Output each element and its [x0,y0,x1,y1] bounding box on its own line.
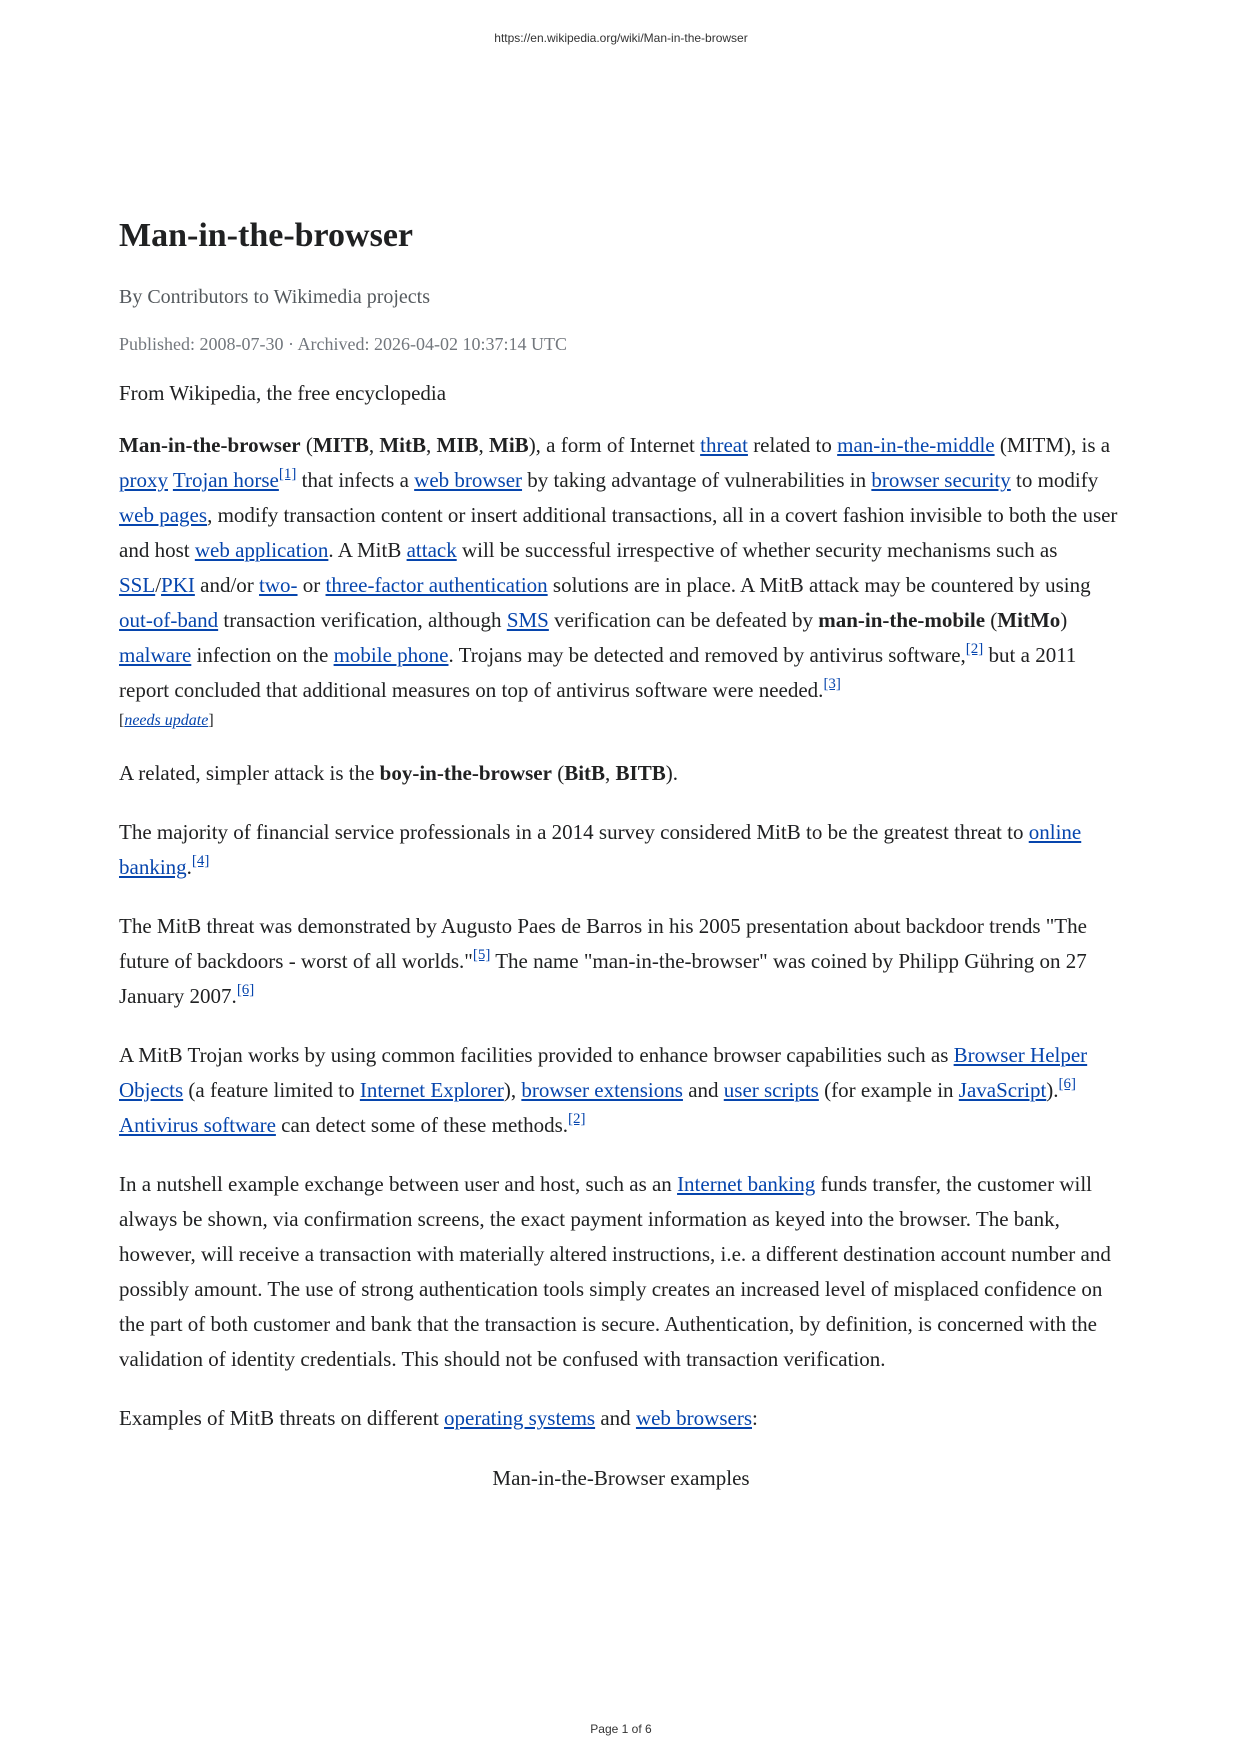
link-man-in-the-middle[interactable]: man-in-the-middle [837,433,995,457]
bold-term: MIB [436,433,479,457]
link-trojan-horse[interactable]: Trojan horse [172,468,279,492]
text: and [682,1078,724,1102]
text: , [478,433,490,457]
link-web-browser[interactable]: web browser [414,468,523,492]
bold-term: BitB [564,761,606,785]
text: Examples of MitB threats on different [119,1406,445,1430]
text: . A MitB [328,538,407,562]
citation-5[interactable]: [5] [472,947,491,963]
bold-term: MitB [379,433,427,457]
link-mobile-phone[interactable]: mobile phone [333,643,449,667]
history-paragraph [119,909,1123,1014]
link-sms[interactable]: SMS [506,608,549,632]
text: (a feature limited to [183,1078,360,1102]
text: ) [1060,608,1068,632]
text: infection on the [191,643,334,667]
text: The name "man-in-the-browser" was coined by Philipp Gühring on 27 January 2007. [119,949,1087,1008]
link-out-of-band[interactable]: out-of-band [119,608,219,632]
bold-term: Man-in-the-browser [119,433,301,457]
link-pki[interactable]: PKI [161,573,195,597]
text: A related, simpler attack is the [119,761,380,785]
link-two-factor[interactable]: two- [259,573,298,597]
link-web-pages[interactable]: web pages [119,503,208,527]
intro-paragraph [119,428,1123,732]
link-malware[interactable]: malware [119,643,192,667]
needs-update-tag [119,710,1123,732]
citation-2[interactable]: [2] [965,641,984,657]
text: and [595,1406,636,1430]
link-proxy[interactable]: proxy [119,468,168,492]
link-operating-systems[interactable]: operating systems [444,1406,596,1430]
text: (MITM), is a [994,433,1111,457]
bold-term: man-in-the-mobile [818,608,986,632]
article-body [119,214,1123,1493]
bitb-paragraph [119,756,1123,791]
tagline: From Wikipedia, the free encyclopedia [119,381,447,405]
text: : [752,1406,758,1430]
link-ssl[interactable]: SSL [119,573,156,597]
citation-4[interactable]: [4] [191,853,210,869]
table-caption: Man-in-the-Browser examples [492,1466,750,1490]
text: related to [747,433,838,457]
link-browser-extensions[interactable]: browser extensions [521,1078,683,1102]
text: that infects a [296,468,415,492]
citation-1[interactable]: [1] [278,466,297,482]
publish-meta: Published: 2008-07-30 · Archived: 2026-04-02 10:37:14 UTC [119,334,567,354]
link-web-application[interactable]: web application [194,538,329,562]
text: will be successful irrespective of whether security mechanisms such as [456,538,1058,562]
text: by taking advantage of vulnerabilities in [522,468,872,492]
text: , [368,433,380,457]
text: ). [1046,1078,1059,1102]
text: , modify transaction content or insert additional transactions, all in a covert fashion invisible to both the user and host [119,503,1118,562]
link-antivirus-software[interactable]: Antivirus software [119,1113,276,1137]
page-title: Man-in-the-browser [119,217,413,254]
link-browser-helper-objects[interactable]: Browser Helper Objects [119,1043,1088,1102]
text: ( [985,608,998,632]
text: solutions are in place. A MitB attack may be countered by using [547,573,1091,597]
link-internet-banking[interactable]: Internet banking [677,1172,816,1196]
citation-2[interactable]: [2] [568,1111,586,1127]
text: . [186,855,192,879]
link-threat[interactable]: threat [700,433,748,457]
link-browser-security[interactable]: browser security [871,468,1011,492]
text: / [155,573,162,597]
text: , [605,761,616,785]
citation-6[interactable]: [6] [1058,1076,1077,1092]
text: . Trojans may be detected and removed by antivirus software, [448,643,966,667]
text: or [297,573,326,597]
text: The majority of financial service professionals in a 2014 survey considered MitB to be the greatest threat to [119,820,1029,844]
link-attack[interactable]: attack [406,538,457,562]
text: can detect some of these methods. [275,1113,569,1137]
byline: By Contributors to Wikimedia projects [119,286,431,308]
citation-3[interactable]: [3] [823,676,841,692]
link-javascript[interactable]: JavaScript [958,1078,1047,1102]
bold-term: MitMo [997,608,1061,632]
text: ). [665,761,678,785]
text: funds transfer, the customer will always be shown, via confirmation screens, the exact payment information as keyed into the browser. The bank, however, will receive a transaction with materially altered instructions, i.e. a different destination account number and possibly amount. The use of strong authentication tools simply creates an increased level of misplaced confidence on the part of both customer and bank that the transaction is secure. Authentication, by definition, is concerned with the validation of identity credentials. This should not be confused with transaction verification. [119,1172,1111,1371]
link-web-browsers[interactable]: web browsers [635,1406,752,1430]
page-number: Page 1 of 6 [590,1722,652,1736]
text: ), [503,1078,522,1102]
link-three-factor-authentication[interactable]: three-factor authentication [325,573,548,597]
text: A MitB Trojan works by using common facilities provided to enhance browser capabilities such as [119,1043,954,1067]
text: but a 2011 report concluded that additional measures on top of antivirus software were needed. [119,643,1077,702]
tag-bracket: [ [119,712,125,729]
example-paragraph [119,1167,1123,1377]
text: verification can be defeated by [548,608,819,632]
text: transaction verification, although [218,608,507,632]
survey-paragraph [119,815,1123,885]
text: In a nutshell example exchange between user and host, such as an [119,1172,678,1196]
page-url: https://en.wikipedia.org/wiki/Man-in-the-browser [494,31,748,45]
text: The MitB threat was demonstrated by Augusto Paes de Barros in his 2005 presentation about backdoor trends "The future of backdoors - worst of all worlds." [119,914,1087,973]
tag-bracket: ] [208,712,214,729]
bold-term: BITB [615,761,666,785]
link-online-banking[interactable]: online banking [119,820,1082,879]
bold-term: MiB [489,433,529,457]
bold-term: boy-in-the-browser [379,761,552,785]
text: ( [551,761,565,785]
examples-intro-paragraph [119,1401,1123,1436]
citation-6[interactable]: [6] [236,982,255,998]
text: , [426,433,437,457]
bold-term: MITB [312,433,369,457]
text: (for example in [818,1078,959,1102]
text: and/or [194,573,260,597]
text: ), a form of Internet [528,433,701,457]
needs-update-link[interactable]: needs update [124,712,209,729]
mechanism-paragraph [119,1038,1123,1143]
text: to modify [1010,468,1099,492]
link-user-scripts[interactable]: user scripts [723,1078,819,1102]
link-internet-explorer[interactable]: Internet Explorer [359,1078,504,1102]
text: ( [300,433,313,457]
